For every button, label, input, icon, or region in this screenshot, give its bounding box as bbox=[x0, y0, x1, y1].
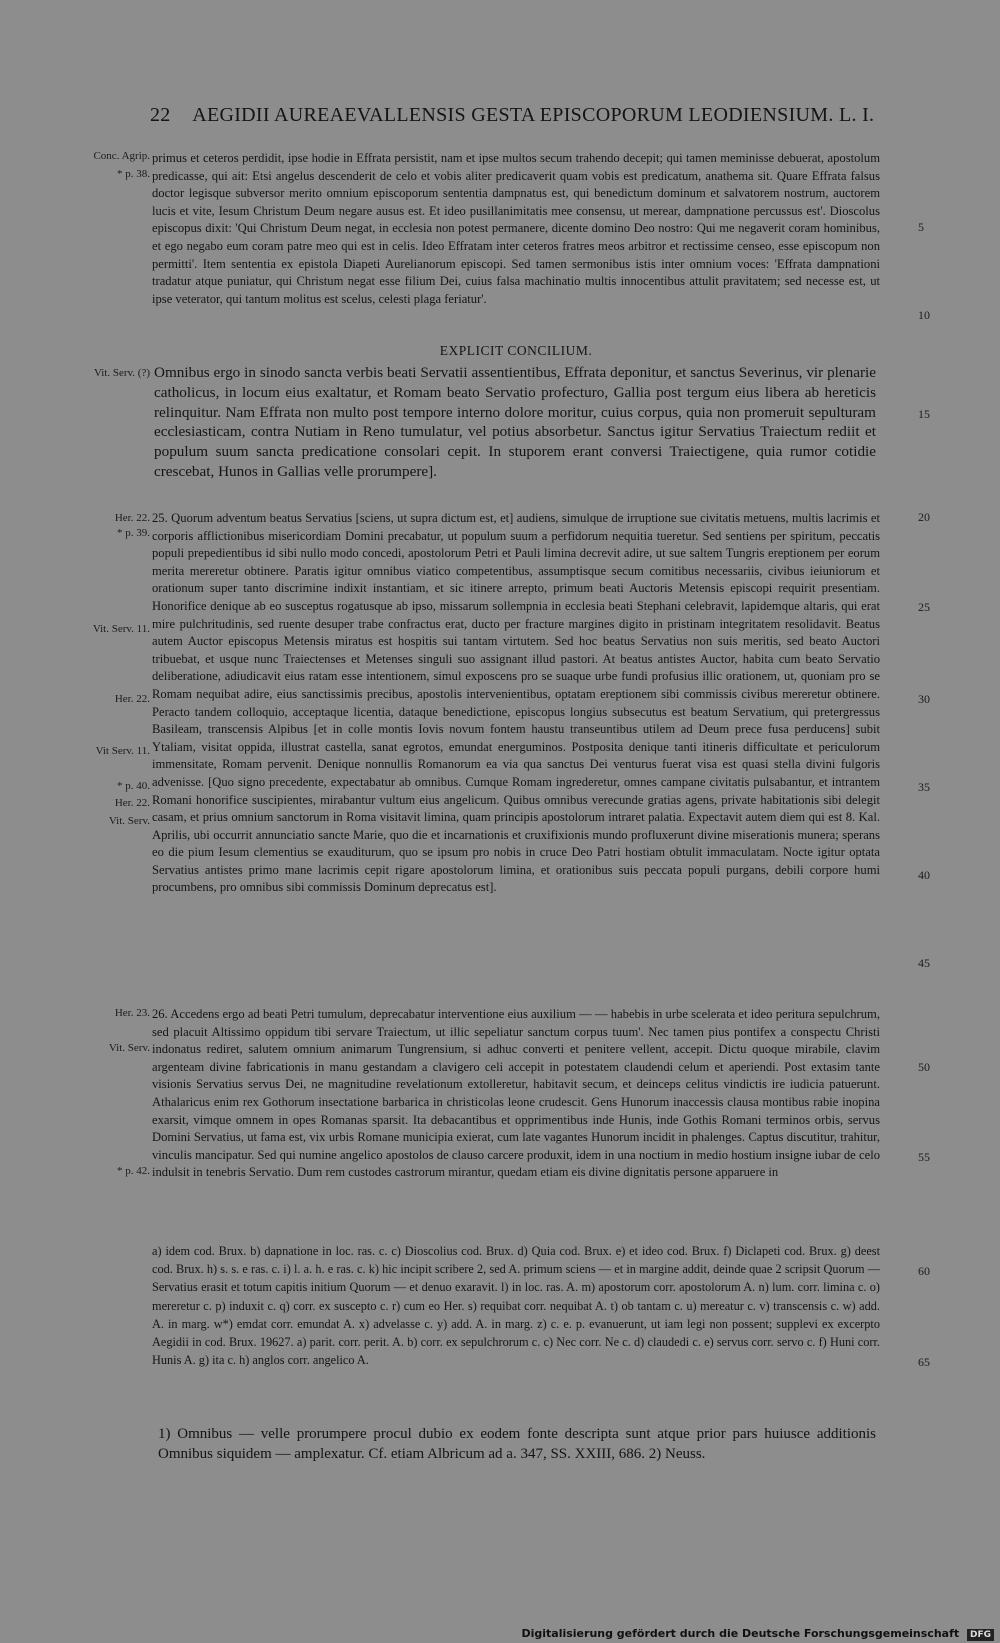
margin-note: * p. 38. bbox=[117, 168, 150, 180]
margin-note: * p. 39. bbox=[117, 527, 150, 539]
margin-note: Her. 22. bbox=[114, 512, 150, 524]
margin-note: Vit. Serv. bbox=[108, 815, 150, 827]
line-number: 25 bbox=[918, 600, 930, 614]
margin-note: * p. 42. bbox=[117, 1165, 150, 1177]
text-paragraph-chapter-25: 25. Quorum adventum beatus Servatius [sciens, ut supra dictum est, et] audiens, simulque de irruptione sue civitatis metuens, multis lacrimis et corporis afflictionibus misericordiam Domini precabatur, ut populum suum a perfidorum nequitia tueretur. Sed sentiens per spiritum, peccatis populi prepedientibus id sibi nullo modo concedi, apostolorum Petri et Pauli limina decrevit adire, ut sue saltem Tungris ereptionem per eorum merita mereretur obtinere. Paratis igitur omnibus viatico competentibus, assumptisque secum comitibus necessariis, civibus ieiuniorum et orationum super tanto discrimine indixit instantiam, et sic itinere arrepto, primum beati Auctoris Metensis episcopi requirit presentiam. Honorifice denique ab eo susceptus rogatusque ab ipso, missarum sollempnia in ecclesia beati Stephani celebravit, lapidemque altaris, qui erat mire pulchritudinis, sed ruente desuper trabe confractus erat, ducto per fracture margines digito in pristinam integritatem resolidavit. Beatus autem Auctor episcopus Metensis miratus est hospitis sui tantam virtutem. Sed hoc beatus Servatius non suis meritis, sed beato Auctori tribuebat, et usque nunc Traiectenses et Metenses singuli suo assignant illud pastori. At beatus antistes Auctor, habita cum beato Servatio deliberatione, adiudicavit eius ratam esse intentionem, simul exposcens pro se suaque urbe fundi profusius illic orationem, ut, quoniam pro se Romam nequibat adire, eius sanctissimis precibus, apostolis intervenientibus, optatam ereptionem sibi commissis civibus mereretur obtinere. Peracto tandem colloquio, acceptaque licentia, dataque benedictione, episcopus longius subsecutus est beatum Servatium, qui pretergressus Basileam, transcensis Alpibus [et in colle montis Iovis novum fontem haustu transeuntibus utilem ad Deum prece fusa perducens] subit Ytaliam, visitat oppida, illustrat castella, sanat egrotos, emundat energuminos. Postposita denique tanti itineris difficultate et periculorum immensitate, Romam pervenit. Denique nonnullis Romanorum ea via qua sanctus Dei venturus fuerat visa est quasi stella divini fulgoris advenisse. [Quo signo precedente, expectabatur ab omnibus. Cumque Romam ingrederetur, omnes campane civitatis pulsabantur, et intrantem Romani honorifice suscipientes, mirabantur vultum eius angelicum. Quibus omnibus verecunde gratias agens, private habitationis sibi delegit casam, et prius omnium sanctorum in Roma visitavit limina, quam principis apostolorum intraret palatia. Expectavit autem diem qui est 8. Kal. Aprilis, ubi occurrit annunciatio sancte Marie, quo die et incarnationis et cruxifixionis mundo profluxerunt divine miserationis munera; sperans eo die pium Iesum clementius se exauditurum, quo se ipsum pro nobis in cruce Deo Patri hostiam obtulit immaculatam. Nocte igitur optata Servatius antistes primo mane lacrimis cepit rigare apostolorum limina, et orationibus suis peccata populi purgans, debili corpore humi procumbens, pro omnibus sibi commissis Dominum deprecatus est]. bbox=[152, 511, 880, 895]
line-number: 45 bbox=[918, 956, 930, 970]
line-number: 65 bbox=[918, 1355, 930, 1369]
margin-note: Her. 23. bbox=[114, 1007, 150, 1019]
line-number: 30 bbox=[918, 692, 930, 706]
margin-note: Vit. Serv. (?) bbox=[93, 367, 150, 379]
margin-note: Her. 22. bbox=[114, 797, 150, 809]
digitization-credit bbox=[521, 1627, 994, 1641]
text-paragraph-council: primus et ceteros perdidit, ipse hodie in Effrata persistit, nam et ipse multos secum trahendo decepit; qui tamen meminisse debuerat, apostolum predicasse, qui ait: Etsi angelus descenderit de celo et vobis aliter predicaverit quam vobis est predicatum, anathema sit. Quare Effrata falsus doctor legisque subversor merito omnium episcoporum sententia dampnatus est, qui benedictum dominum et salvatorem nostrum, auctorem lucis et vite, Iesum Christum Deum negare ausus est. Et ideo pusillanimitatis mee consensu, ut merear, dampnatione percussus est'. Dioscolus episcopus dixit: 'Qui Christum Deum negat, in ecclesia non potest permanere, dicente domino Deo nostro: Qui me negaverit coram hominibus, et ego negabo eum coram patre meo qui est in celis. Ideo Effratam inter ceteros fratres meos arbitror et rectissime censeo, esse episcopum non permitti'. Item sententia ex epistola Diapeti Aurelianorum episcopi. Sed tamen sermonibus istis inter omnium voces: 'Effrata dampnationi tradatur atque puniatur, qui Christum negat esse filium Dei, cuius falsa machinatio multis innocentibus attulit pravitatem; sed necesse est, ut ipse veterator, qui tantum molitus est scelus, celesti plaga feriatur'. bbox=[152, 151, 880, 306]
text-paragraph-chapter-26: 26. Accedens ergo ad beati Petri tumulum, deprecabatur interventione eius auxilium — — habebis in urbe scelerata et ideo peritura sepulchrum, sed placuit Altissimo oppidum tibi servare Traiectum, ut illic sepeliatur sanctum corpus tuum'. Nec tamen pius pontifex a conspectu Christi indonatus rediret, salutem omnium animarum Tungrensium, si adhuc converti et penitere vellent, accepit. Dictu quoque mirabile, clavim argenteam divine fabricationis in manu gestandam a clavigero celi accepit in potestatem claudendi celum et aperiendi. Post extasim tante visionis Servatius servus Dei, ne magnitudine revelationum extolleretur, habitavit secum, et deinceps celitus vindictis ire iudicia patuerunt. Athalaricus enim rex Gothorum insectatione barbarica in christicolas leone crudescit. Gens Hunorum inaccessis clausa montibus rabie inopina exarsit, vimque omnem in opes Romanas sparsit. Ita debacantibus et opprimentibus inde Hunis, inde Gothis Romani terminos orbis, servus Domini Servatius, ut fama est, vix urbis Romane municipia exierat, cum late vagantes Hunorum incidit in phalenges. Captus discutitur, trahitur, vinculis mancipatur. Sed qui numine angelico apostolos de clauso carcere produxit, idem in una noctium in medio hostium insigne iubar de celo indulsit in tenebris Servatio. Dum rem custodes castrorum mirantur, quedam etiam eis divine dignitatis persone apparuere in bbox=[152, 1007, 880, 1180]
margin-note: * p. 40. bbox=[117, 780, 150, 792]
line-number: 40 bbox=[918, 868, 930, 882]
dfg-logo: DFG bbox=[967, 1629, 994, 1641]
credit-text: Digitalisierung gefördert durch die Deutsche Forschungsgemeinschaft bbox=[521, 1627, 960, 1640]
margin-note: Vit. Serv. 11. bbox=[92, 623, 150, 635]
line-number: 10 bbox=[918, 308, 930, 322]
line-number: 5 bbox=[918, 220, 924, 234]
margin-note: Conc. Agrip. bbox=[93, 150, 150, 162]
running-title: AEGIDII AUREAEVALLENSIS GESTA EPISCOPORUM LEODIENSIUM. L. I. bbox=[192, 104, 875, 126]
margin-note: Vit Serv. 11. bbox=[95, 745, 150, 757]
text-paragraph-omnibus: Omnibus ergo in sinodo sancta verbis beati Servatii assentientibus, Effrata deponitur, et sanctus Severinus, vir plenarie catholicus, in locum eius exaltatur, et Romam beato Servatio profecturo, Gallia post tergum eius libera ab hereticis relinquitur. Nam Effrata non multo post tempore interno dolore moritur, cuius corpus, quia non promeruit sepulturam ecclesiasticam, contra Nutiam in Reno tumulatur, vel potius absorbetur. Sanctus igitur Servatius Traiectum rediit et populum suum sancta predicatione consolari cepit. In stuporem erant conversi Traiectigene, quia rumor cotidie crescebat, Hunos in Gallias velle prorumpere]. bbox=[154, 364, 876, 480]
line-number: 20 bbox=[918, 510, 930, 524]
apparatus-notes: a) idem cod. Brux. b) dapnatione in loc. ras. c. c) Dioscolius cod. Brux. d) Quia cod. Brux. e) et ideo cod. Brux. f) Diclapeti cod. Brux. g) deest cod. Brux. h) s. s. e ras. c. i) l. a. h. e ras. c. k) hic incipit scribere 2, sed A. primum sciens — et in margine addit, deinde quae 2 scripsit Quorum — Servatius erasit et totum capitis initium Quorum — et denuo exaravit. l) in loc. ras. A. m) apostorum corr. apostolorum A. n) lum. corr. limina c. o) mereretur c. p) induxit c. q) corr. ex suscepto c. r) cum eo Her. s) requibat corr. nequibat A. t) ob tantam c. u) mereatur c. v) transcensis c. w) add. A. in marg. w*) emdat corr. emundat A. x) advelasse c. y) add. A. in marg. z) c. e. p. evanuerunt, ut iam legi non possent; supplevi ex excerpto Aegidii in cod. Brux. 19627. a) parit. corr. perit. A. b) corr. ex sepulchrorum c. c) Nec corr. Ne c. d) claudedi c. e) servus corr. servo c. f) Huni corr. Hunis A. g) ita c. h) anglos corr. angelico A. bbox=[152, 1244, 880, 1368]
running-header bbox=[150, 104, 880, 127]
margin-note: Her. 22. bbox=[114, 693, 150, 705]
margin-note: Vit. Serv. bbox=[108, 1042, 150, 1054]
page-number: 22 bbox=[150, 104, 171, 126]
line-number: 60 bbox=[918, 1264, 930, 1278]
footnotes: 1) Omnibus — velle prorumpere procul dubio ex eodem fonte descripta sunt atque prior pars huiusce additionis Omnibus siquidem — amplexatur. Cf. etiam Albricum ad a. 347, SS. XXIII, 686. 2) Neuss. bbox=[158, 1426, 876, 1462]
line-number: 55 bbox=[918, 1150, 930, 1164]
line-number: 50 bbox=[918, 1060, 930, 1074]
line-number: 35 bbox=[918, 780, 930, 794]
section-heading-explicit: EXPLICIT CONCILIUM. bbox=[439, 343, 593, 358]
line-number: 15 bbox=[918, 407, 930, 421]
